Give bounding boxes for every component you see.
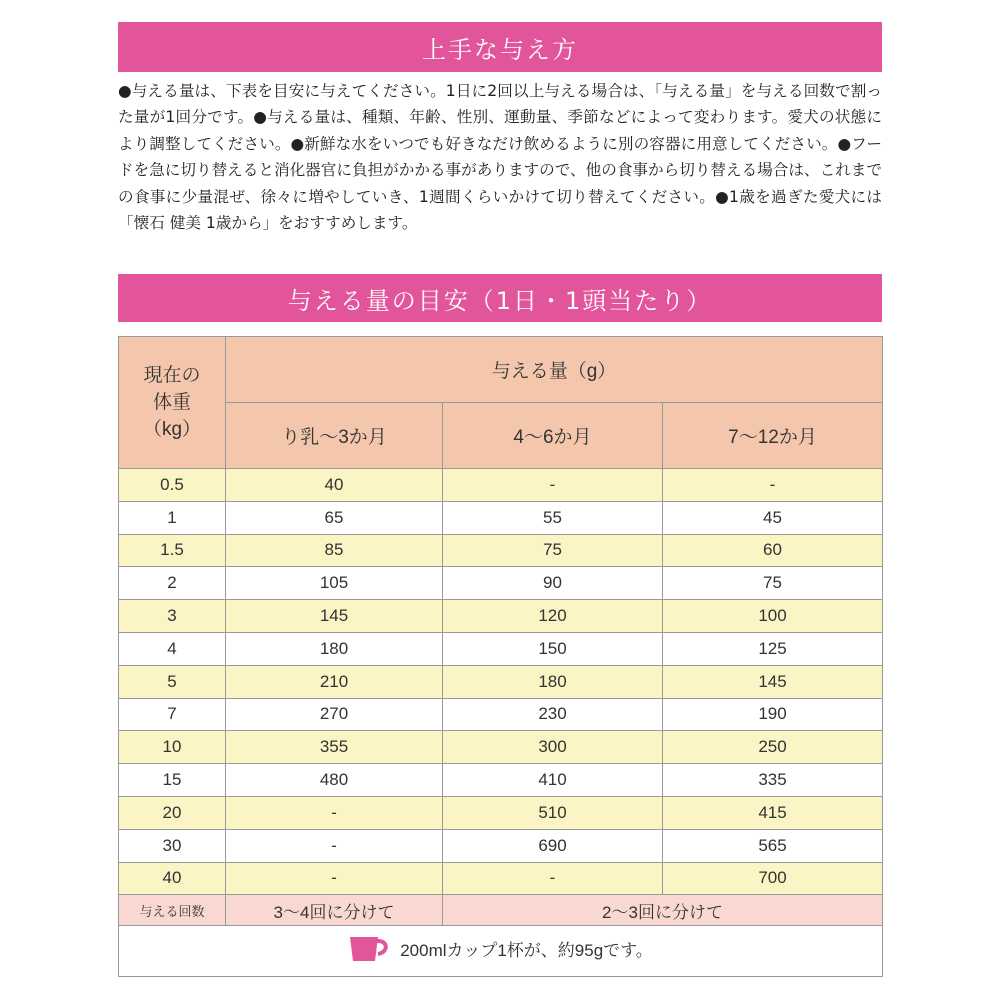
amount-cell: 190 <box>663 698 883 731</box>
amount-cell: 125 <box>663 632 883 665</box>
table-row <box>119 862 883 895</box>
amount-cell: - <box>443 862 663 895</box>
age-header: り乳～3か月 <box>226 403 443 469</box>
amount-cell: 105 <box>226 567 443 600</box>
amount-cell: 75 <box>443 534 663 567</box>
amount-cell: 75 <box>663 567 883 600</box>
weight-cell: 3 <box>119 600 226 633</box>
amount-cell: 510 <box>443 796 663 829</box>
section-title-feeding-guide: 上手な与え方 <box>118 22 882 72</box>
amount-cell: 65 <box>226 501 443 534</box>
amount-cell: 145 <box>663 665 883 698</box>
amount-cell: - <box>226 829 443 862</box>
weight-cell: 15 <box>119 764 226 797</box>
table-row <box>119 731 883 764</box>
weight-cell: 4 <box>119 632 226 665</box>
weight-cell: 1.5 <box>119 534 226 567</box>
amount-cell: - <box>226 796 443 829</box>
weight-cell: 2 <box>119 567 226 600</box>
amount-cell: - <box>443 469 663 502</box>
table-row <box>119 469 883 502</box>
amount-cell: - <box>663 469 883 502</box>
frequency-puppy: 3～4回に分けて <box>226 895 443 926</box>
amount-cell: 40 <box>226 469 443 502</box>
weight-cell: 1 <box>119 501 226 534</box>
feeding-instructions-text: ●与える量は、下表を目安に与えてください。1日に2回以上与える場合は、「与える量」を与える回数で割った量が1回分です。●与える量は、種類、年齢、性別、運動量、季節などによって変わります。愛犬の状態により調整してください。●新鮮な水をいつでも好きなだけ飲めるように別の容器に用意してください。●フードを急に切り替えると消化器官に負担がかかる事がありますので、他の食事から切り替える場合は、これまでの食事に少量混ぜ、徐々に増やしていき、1週間くらいかけて切り替えてください。●1歳を過ぎた愛犬には「懐石 健美 1歳から」をおすすめします。 <box>118 82 882 233</box>
weight-cell: 10 <box>119 731 226 764</box>
table-row <box>119 829 883 862</box>
weight-cell: 20 <box>119 796 226 829</box>
amount-cell: 90 <box>443 567 663 600</box>
amount-cell: 180 <box>443 665 663 698</box>
cup-icon <box>348 935 392 963</box>
table-row <box>119 501 883 534</box>
weight-header: 現在の 体重 （kg） <box>119 337 226 469</box>
amount-cell: 85 <box>226 534 443 567</box>
amount-cell: 60 <box>663 534 883 567</box>
amount-cell: 270 <box>226 698 443 731</box>
amount-cell: 100 <box>663 600 883 633</box>
age-header: 7～12か月 <box>663 403 883 469</box>
amount-cell: 415 <box>663 796 883 829</box>
table-row <box>119 632 883 665</box>
amount-cell: 565 <box>663 829 883 862</box>
amount-cell: - <box>226 862 443 895</box>
table-row <box>119 698 883 731</box>
section-title-feeding-amount: 与える量の目安（1日・1頭当たり） <box>118 274 882 322</box>
cup-note-cell <box>119 926 883 977</box>
table-row <box>119 764 883 797</box>
table-row <box>119 796 883 829</box>
weight-cell: 0.5 <box>119 469 226 502</box>
weight-cell: 40 <box>119 862 226 895</box>
amount-cell: 690 <box>443 829 663 862</box>
amount-cell: 55 <box>443 501 663 534</box>
frequency-older: 2～3回に分けて <box>443 895 883 926</box>
amount-cell: 120 <box>443 600 663 633</box>
table-row <box>119 567 883 600</box>
frequency-label: 与える回数 <box>119 895 226 926</box>
cup-note-text: 200mlカップ1杯が、約95gです。 <box>400 941 653 961</box>
table-row <box>119 534 883 567</box>
weight-cell: 5 <box>119 665 226 698</box>
feeding-amount-table <box>118 336 883 977</box>
amount-cell: 335 <box>663 764 883 797</box>
amount-cell: 355 <box>226 731 443 764</box>
amount-cell: 180 <box>226 632 443 665</box>
weight-cell: 7 <box>119 698 226 731</box>
age-header: 4～6か月 <box>443 403 663 469</box>
table-row <box>119 600 883 633</box>
amount-cell: 250 <box>663 731 883 764</box>
amount-cell: 210 <box>226 665 443 698</box>
amount-cell: 145 <box>226 600 443 633</box>
table-row <box>119 665 883 698</box>
amount-cell: 410 <box>443 764 663 797</box>
weight-cell: 30 <box>119 829 226 862</box>
amount-cell: 300 <box>443 731 663 764</box>
amount-cell: 45 <box>663 501 883 534</box>
amount-cell: 230 <box>443 698 663 731</box>
amount-cell: 700 <box>663 862 883 895</box>
amount-header: 与える量（g） <box>226 337 883 403</box>
amount-cell: 480 <box>226 764 443 797</box>
amount-cell: 150 <box>443 632 663 665</box>
